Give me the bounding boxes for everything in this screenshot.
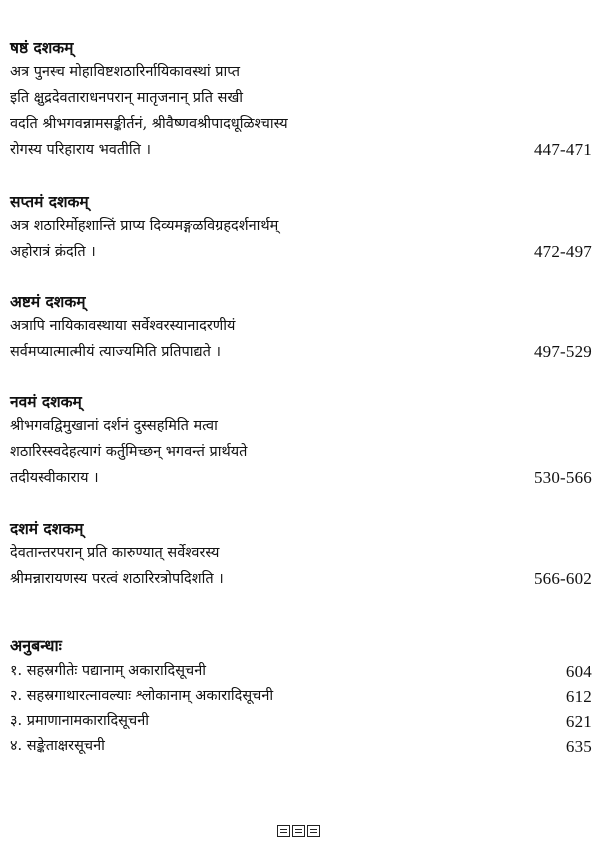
section-heading: अष्टमं दशकम्: [10, 293, 86, 311]
section-line: श्रीभगवद्विमुखानां दर्शनं दुस्सहमिति मत्वा: [10, 418, 218, 434]
ornament-box: [292, 825, 305, 837]
section-line: अत्रापि नायिकावस्थाया सर्वेश्वरस्यानादरणीयं: [10, 318, 236, 334]
appendix-item-page: 612: [565, 687, 592, 706]
appendix-item-label: २. सहस्रगाथारत्नावल्याः श्लोकानाम् अकारादिसूचनी: [10, 688, 274, 704]
appendix-item-label: ४. सङ्केताक्षरसूचनी: [10, 738, 105, 754]
section-line: अत्र शठारिर्मोहशान्तिं प्राप्य दिव्यमङ्गळविग्रहदर्शनार्थम्: [10, 218, 279, 234]
page-range: 497-529: [533, 342, 592, 361]
section-line: श्रीमन्नारायणस्य परत्वं शठारिरत्रोपदिशति ।: [10, 571, 224, 587]
section-line: इति क्षुद्रदेवताराधनपरान् मातृजनान् प्रति सखी: [10, 90, 244, 106]
section-heading: षष्ठं दशकम्: [10, 39, 74, 57]
section-line: रोगस्य परिहाराय भवतीति ।: [10, 142, 151, 158]
appendix: [10, 633, 592, 759]
section-heading: दशमं दशकम्: [10, 520, 84, 538]
section-line: शठारिस्स्वदेहत्यागं कर्तुमिच्छन् भगवन्तं प्रार्थयते: [10, 444, 248, 460]
appendix-item: [10, 684, 592, 709]
page-range: 447-471: [533, 140, 592, 159]
section-last-line: [10, 566, 592, 592]
ornament-box: [307, 825, 320, 837]
appendix-item-page: 604: [565, 662, 592, 681]
section-line: तदीयस्वीकाराय ।: [10, 470, 99, 486]
section-heading: नवमं दशकम्: [10, 393, 82, 411]
section-line: अत्र पुनस्च मोहाविष्टशठारिर्नायिकावस्थां प्राप्त: [10, 64, 240, 80]
page-range: 566-602: [533, 569, 592, 588]
section-line: देवतान्तरपरान् प्रति कारुण्यात् सर्वेश्वरस्य: [10, 545, 220, 561]
section-line: अहोरात्रं क्रंदति ।: [10, 244, 96, 260]
appendix-item: [10, 709, 592, 734]
section-sixth-decade: [10, 37, 592, 163]
appendix-item-page: 621: [565, 712, 592, 731]
section-eighth-decade: [10, 291, 592, 365]
page-range: 530-566: [533, 468, 592, 487]
appendix-item-label: ३. प्रमाणानामकारादिसूचनी: [10, 713, 149, 729]
appendix-item: [10, 659, 592, 684]
appendix-item: [10, 734, 592, 759]
appendix-title: अनुबन्धाः: [10, 636, 62, 655]
page-range: 472-497: [533, 242, 592, 261]
section-seventh-decade: [10, 191, 592, 265]
ornament-box: [277, 825, 290, 837]
book-ornament-icon: [277, 825, 320, 837]
section-last-line: [10, 465, 592, 491]
section-tenth-decade: [10, 518, 592, 592]
section-ninth-decade: [10, 391, 592, 491]
section-heading: सप्तमं दशकम्: [10, 193, 89, 211]
appendix-item-label: १. सहस्रगीतेः पद्यानाम् अकारादिसूचनी: [10, 663, 207, 679]
section-line: सर्वमप्यात्मात्मीयं त्याज्यमिति प्रतिपाद्यते ।: [10, 344, 221, 360]
appendix-item-page: 635: [565, 737, 592, 756]
section-line: वदति श्रीभगवन्नामसङ्कीर्तनं, श्रीवैष्णवश्रीपादधूळिश्चास्य: [10, 116, 288, 132]
section-last-line: [10, 137, 592, 163]
section-last-line: [10, 239, 592, 265]
section-last-line: [10, 339, 592, 365]
